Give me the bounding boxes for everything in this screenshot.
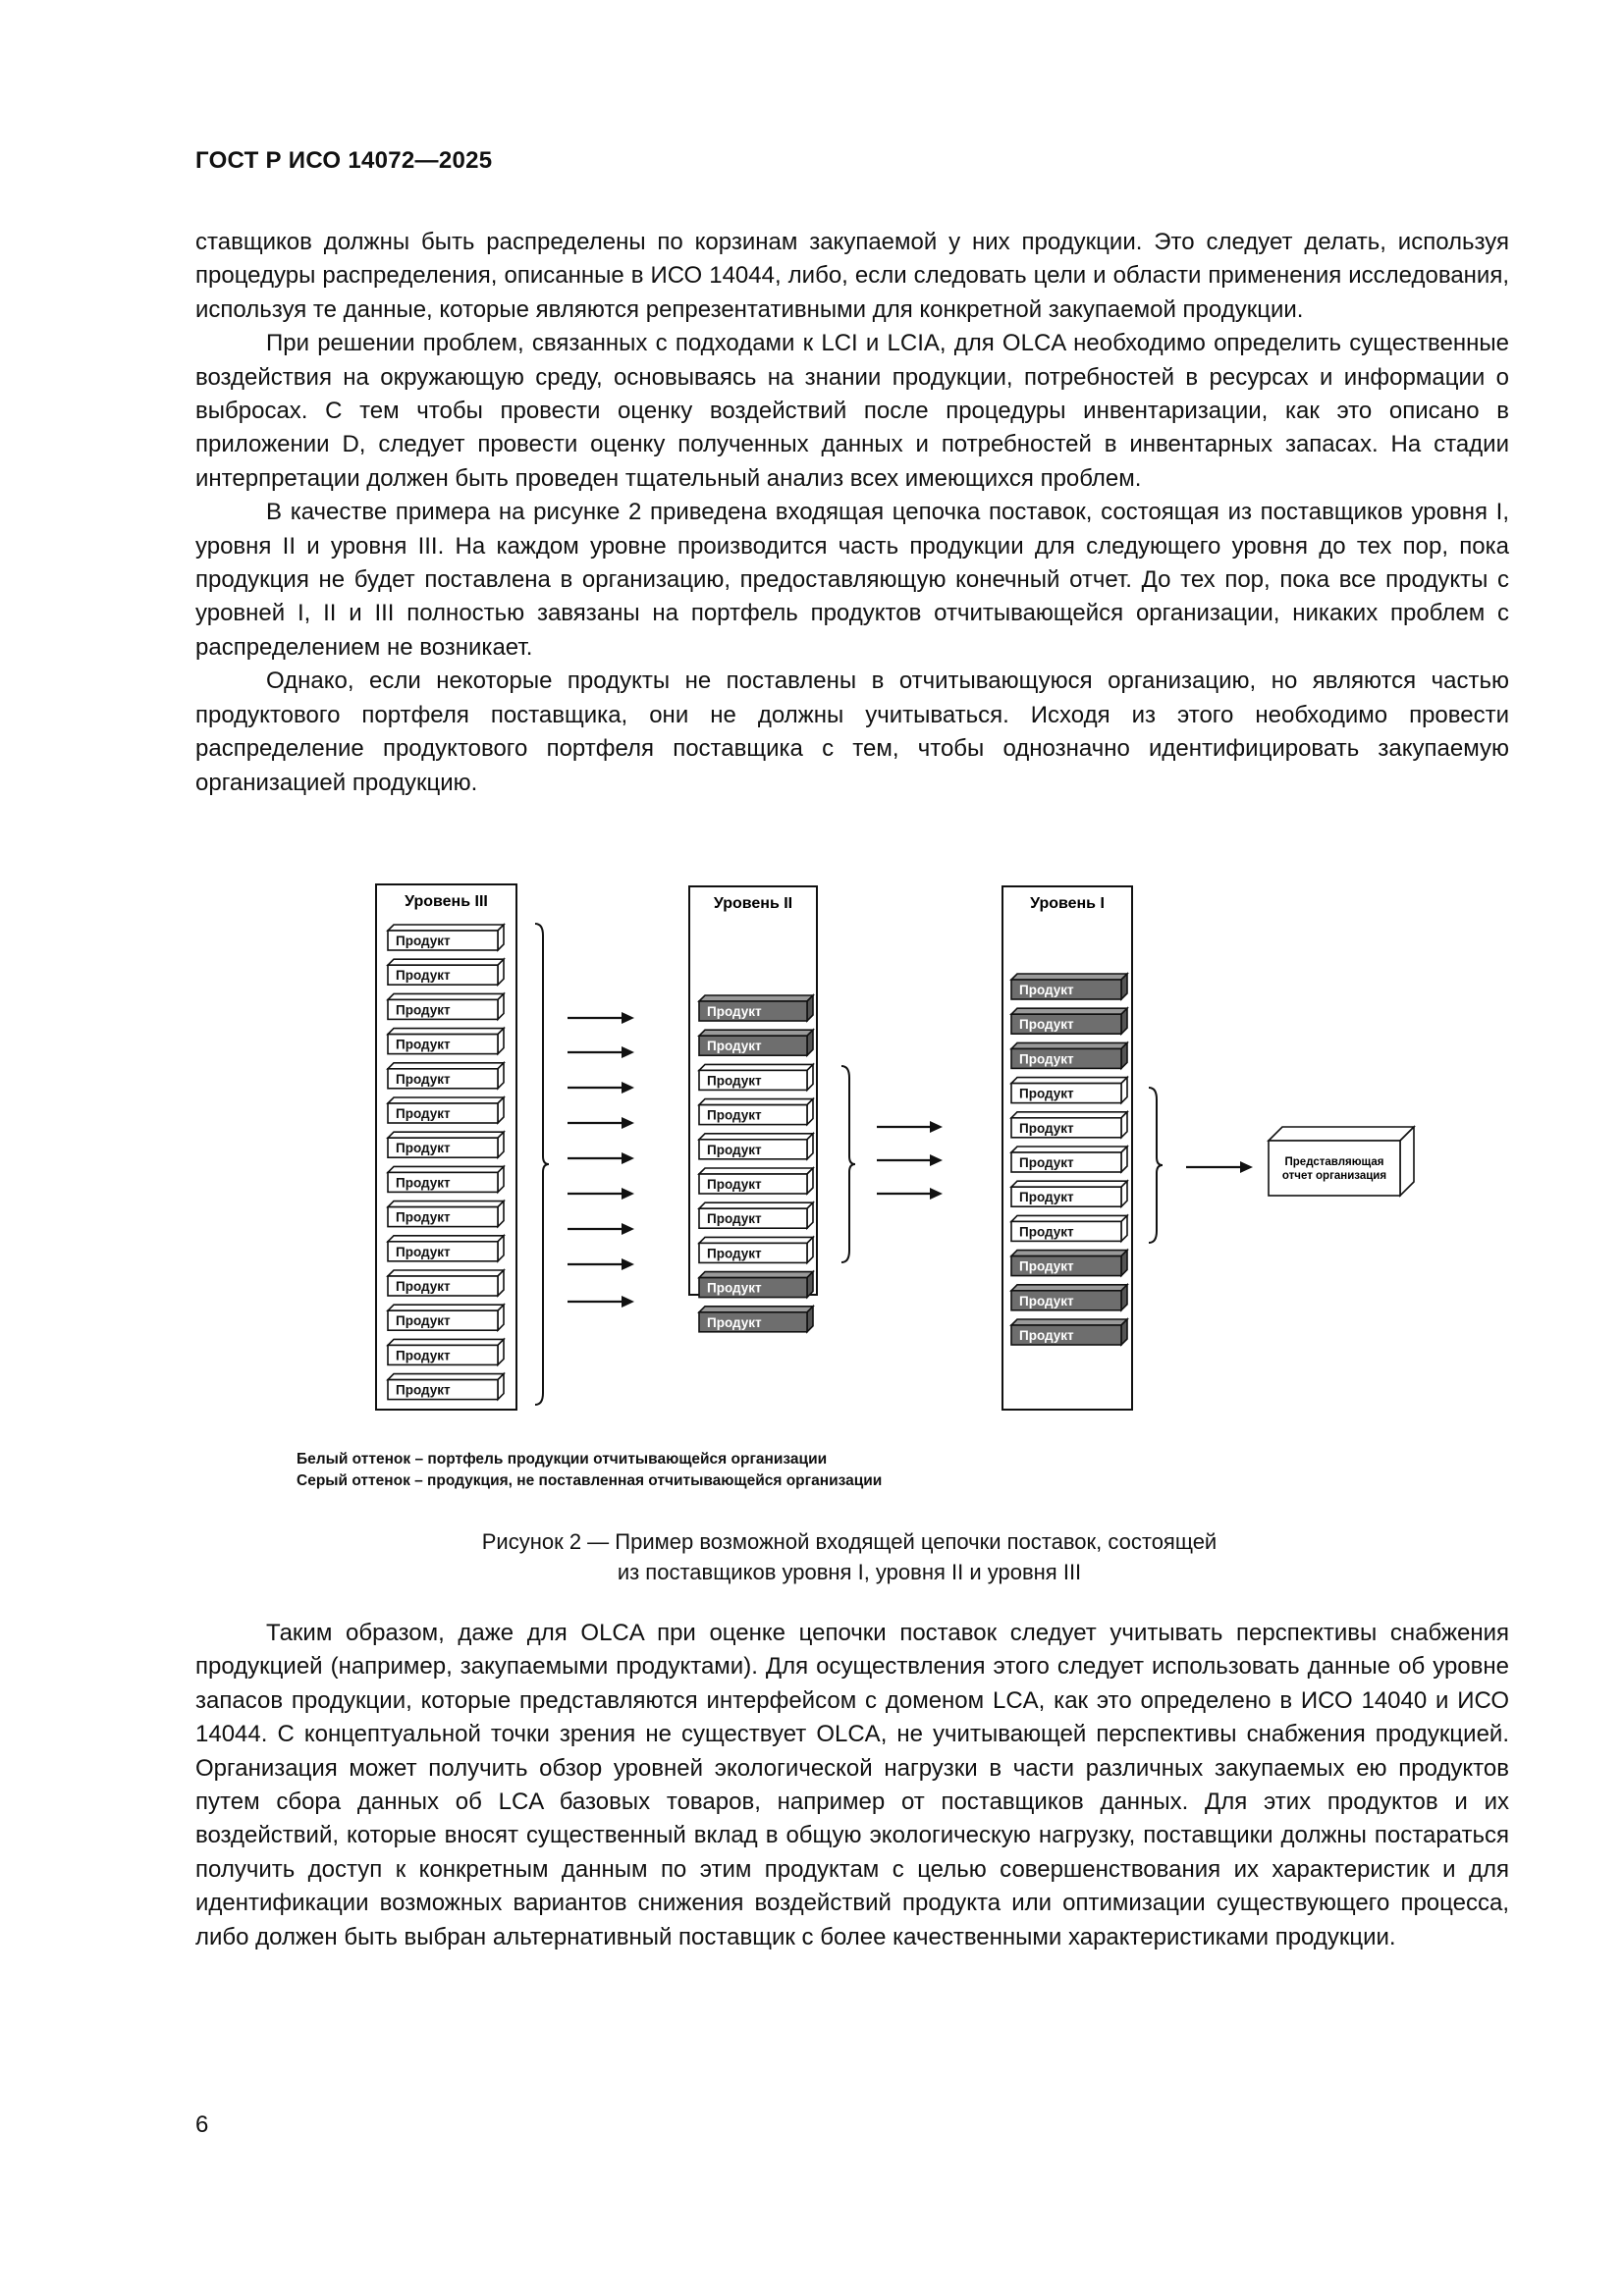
product-label-l2-5: Продукт — [707, 1142, 762, 1157]
product-label-l2-8: Продукт — [707, 1246, 762, 1261]
product-label-l1-5: Продукт — [396, 1071, 451, 1087]
product-label-l2-7: Продукт — [707, 1211, 762, 1227]
product-label-l3-3: Продукт — [1019, 1051, 1074, 1067]
product-label-l3-6: Продукт — [1019, 1155, 1074, 1170]
product-label-l1-1: Продукт — [396, 934, 451, 948]
product-label-l3-2: Продукт — [1019, 1017, 1074, 1033]
level-title-1: Уровень III — [405, 893, 488, 910]
arrow-l1-report-head — [1240, 1161, 1253, 1173]
product-label-l1-4: Продукт — [396, 1037, 451, 1052]
arrow-l3-1-head — [622, 1012, 634, 1024]
product-label-l3-4: Продукт — [1019, 1086, 1074, 1101]
paragraph-1: ставщиков должны быть распределены по корзинам закупаемой у них продукции. Это следует делать, используя процедуры распределения, описанные в ИСО 14044, либо, если следовать цели и области применения исследования, используя те данные, которые являются репрезентативными для конкретной закупаемой продукции. — [195, 229, 1509, 323]
product-label-l3-10: Продукт — [1019, 1293, 1074, 1308]
brace-level-2 — [841, 1066, 855, 1262]
page-number: 6 — [195, 2111, 209, 2138]
paragraph-3: В качестве примера на рисунке 2 приведена входящая цепочка поставок, состоящая из поставщиков уровня I, уровня II и уровня III. На каждом уровне производится часть продукции для следующего уровня до тех пор, пока продукция не будет поставлена в организацию, предоставляющую конечный отчет. До тех пор, пока все продукты с уровней I, II и III полностью завязаны на портфель продуктов отчитывающейся организации, никаких проблем с распределением не возникает. — [195, 499, 1509, 661]
figure-supply-chain — [0, 870, 1624, 1498]
product-label-l3-11: Продукт — [1019, 1328, 1074, 1343]
product-label-l1-6: Продукт — [396, 1106, 451, 1121]
arrow-l3-2-head — [622, 1046, 634, 1058]
after-text — [195, 1617, 1509, 1954]
product-label-l1-9: Продукт — [396, 1209, 451, 1225]
product-label-l2-2: Продукт — [707, 1039, 762, 1054]
level-title-3: Уровень I — [1030, 895, 1105, 912]
paragraph-5: Таким образом, даже для OLCA при оценке цепочки поставок следует учитывать перспективы снабжения продукцией (например, закупаемыми продуктами). Для осуществления этого следует использовать данные об уровне запасов продукции, которые представляются интерфейсом с доменом LCA, как это определено в ИСО 14040 и ИСО 14044. С концептуальной точки зрения не существует OLCA, не учитывающей перспективы снабжения продукцией. Организация может получить обзор уровней экологической нагрузки в части различных закупаемых ею продуктов путем сбора данных об LCA базовых товаров, например от поставщиков данных. Для этих продуктов и их воздействий, которые вносят существенный вклад в общую экологическую нагрузку, поставщики должны постараться получить доступ к конкретным данным по этим продуктам с целью совершенствования их характеристик и для идентификации возможных вариантов снижения воздействий продукта или оптимизации существующего процесса, либо должен быть выбран альтернативный поставщик с более качественными характеристиками продукции. — [195, 1620, 1509, 1950]
figure-legend — [297, 1449, 882, 1492]
product-label-l1-3: Продукт — [396, 1002, 451, 1018]
product-label-l2-3: Продукт — [707, 1073, 762, 1089]
arrow-l2-3-head — [930, 1188, 943, 1200]
arrow-l3-4-head — [622, 1117, 634, 1129]
product-label-l3-8: Продукт — [1019, 1224, 1074, 1240]
arrow-l3-3-head — [622, 1082, 634, 1094]
report-box-line-2: отчет организация — [1281, 1170, 1387, 1182]
arrow-l3-7-head — [622, 1223, 634, 1235]
product-label-l1-7: Продукт — [396, 1141, 451, 1156]
product-label-l2-4: Продукт — [707, 1107, 762, 1123]
brace-level-1 — [1149, 1088, 1163, 1243]
arrow-l2-2-head — [930, 1154, 943, 1166]
brace-level-3 — [535, 924, 549, 1405]
product-label-l3-9: Продукт — [1019, 1258, 1074, 1274]
report-box-line-1: Представляющая — [1284, 1156, 1384, 1168]
product-label-l3-7: Продукт — [1019, 1190, 1074, 1205]
level-title-2: Уровень II — [713, 895, 793, 912]
caption-line-2: из поставщиков уровня I, уровня II и уровня III — [617, 1560, 1082, 1584]
supply-chain-diagram — [0, 870, 1624, 1498]
product-label-l2-9: Продукт — [707, 1280, 762, 1296]
product-label-l1-2: Продукт — [396, 968, 451, 984]
body-text — [195, 226, 1509, 800]
product-label-l1-14: Продукт — [396, 1382, 451, 1398]
document-header: ГОСТ Р ИСО 14072—2025 — [195, 147, 493, 174]
product-label-l3-5: Продукт — [1019, 1120, 1074, 1136]
product-label-l1-10: Продукт — [396, 1244, 451, 1259]
arrow-l3-8-head — [622, 1258, 634, 1270]
product-label-l1-12: Продукт — [396, 1313, 451, 1329]
arrow-l3-9-head — [622, 1296, 634, 1308]
product-label-l1-11: Продукт — [396, 1279, 451, 1294]
product-label-l3-1: Продукт — [1019, 983, 1074, 997]
product-label-l1-13: Продукт — [396, 1348, 451, 1363]
arrow-l2-1-head — [930, 1121, 943, 1133]
arrow-l3-6-head — [622, 1188, 634, 1200]
paragraph-2: При решении проблем, связанных с подходами к LCI и LCIA, для OLCA необходимо определить существенные воздействия на окружающую среду, основываясь на знании продукции, потребностей в ресурсах и информации о выбросах. С тем чтобы провести оценку воздействий после процедуры инвентаризации, как это описано в приложении D, следует провести оценку полученных данных и потребностей в инвентарных запасах. На стадии интерпретации должен быть проведен тщательный анализ всех имеющихся проблем. — [195, 330, 1509, 492]
product-label-l2-1: Продукт — [707, 1004, 762, 1019]
legend-white: Белый оттенок – портфель продукции отчитывающейся организации — [297, 1451, 828, 1468]
legend-gray: Серый оттенок – продукция, не поставленная отчитывающейся организации — [297, 1472, 883, 1489]
product-label-l2-10: Продукт — [707, 1314, 762, 1330]
arrow-l3-5-head — [622, 1152, 634, 1164]
product-label-l2-6: Продукт — [707, 1177, 762, 1192]
caption-line-1: Рисунок 2 — Пример возможной входящей цепочки поставок, состоящей — [481, 1529, 1218, 1554]
figure-caption — [0, 1526, 1624, 1587]
product-label-l1-8: Продукт — [396, 1175, 451, 1191]
paragraph-4: Однако, если некоторые продукты не поставлены в отчитывающуюся организацию, но являются частью продуктового портфеля поставщика, они не должны учитываться. Исходя из этого необходимо провести распределение продуктового портфеля поставщика с тем, чтобы однозначно идентифицировать закупаемую организацией продукцию. — [195, 667, 1509, 796]
